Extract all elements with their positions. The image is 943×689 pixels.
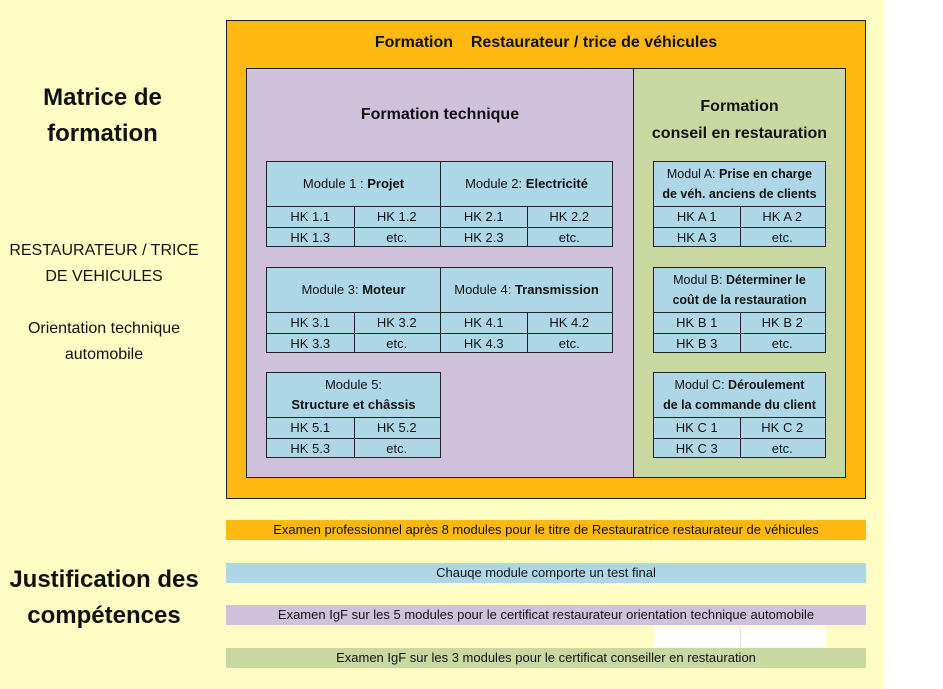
module-heading — [654, 162, 825, 206]
cell-divider — [740, 417, 741, 457]
competence-cell: HK 1.2 — [354, 206, 441, 227]
formation-title: Formation Restaurateur / trice de véhicules — [374, 34, 718, 51]
module-heading — [441, 162, 612, 206]
module-heading — [441, 268, 612, 312]
module-label: Module 4: — [454, 282, 512, 297]
competence-cell: HK A 1 — [654, 206, 740, 227]
profession-label: RESTAURATEUR / TRICE DE VEHICULES — [9, 242, 199, 285]
cell-divider — [740, 206, 741, 246]
competence-cell: etc. — [527, 227, 613, 248]
module-heading-line — [303, 174, 404, 194]
module-label: Module 1 : — [302, 176, 364, 191]
module-box — [653, 161, 826, 247]
module-name: Prise en charge — [719, 167, 813, 181]
module-box — [266, 372, 441, 458]
module-name: Transmission — [514, 282, 599, 297]
competence-cell: HK 3.1 — [267, 312, 354, 333]
competence-cell: HK A 3 — [654, 227, 740, 248]
competence-cell: HK 3.3 — [267, 333, 354, 354]
module-box — [266, 267, 441, 353]
competence-cell: HK A 2 — [740, 206, 826, 227]
module-name: Projet — [367, 176, 405, 191]
module-heading-line — [454, 280, 599, 300]
module-box — [440, 161, 613, 247]
competence-cell: etc. — [527, 333, 613, 354]
competence-cell: HK B 3 — [654, 333, 740, 354]
blank-patch-divider — [740, 627, 741, 647]
module-box — [653, 267, 826, 353]
module-name-continued: coût de la restauration — [672, 293, 807, 307]
competence-cell: HK 2.2 — [527, 206, 613, 227]
exam-bar: Examen IgF sur les 5 modules pour le certificat restaurateur orientation technique automobile — [226, 605, 866, 625]
module-label: Modul C: — [674, 378, 725, 392]
competence-cell: HK C 2 — [740, 417, 826, 438]
competence-cell: HK 4.1 — [441, 312, 527, 333]
competence-cell: HK B 2 — [740, 312, 826, 333]
module-heading — [267, 162, 440, 206]
module-heading-line — [301, 280, 405, 300]
competence-cell: etc. — [354, 438, 441, 459]
module-name-continued: de la commande du client — [663, 398, 816, 412]
module-heading-line — [465, 174, 588, 194]
module-box — [653, 372, 826, 458]
competence-cell: etc. — [740, 333, 826, 354]
advisory-title — [633, 93, 846, 147]
competence-cell: HK 4.3 — [441, 333, 527, 354]
competence-cell: HK B 1 — [654, 312, 740, 333]
advisory-title-line1: Formation — [700, 98, 779, 115]
justification-title: Justification des compétences — [9, 566, 199, 629]
module-name: Déroulement — [728, 378, 805, 392]
cell-divider — [354, 312, 355, 352]
orientation-label: Orientation technique automobile — [27, 320, 181, 363]
exam-bar: Examen IgF sur les 3 modules pour le certificat conseiller en restauration — [226, 648, 866, 668]
exam-bar: Chauqe module comporte un test final — [226, 563, 866, 583]
competence-cell: HK C 1 — [654, 417, 740, 438]
module-label: Module 2: — [465, 176, 523, 191]
module-name: Electricité — [525, 176, 588, 191]
competence-cell: etc. — [740, 227, 826, 248]
module-label: Modul B: — [673, 273, 723, 287]
advisory-title-line2: conseil en restauration — [651, 125, 828, 142]
competence-cell: HK 5.3 — [267, 438, 354, 459]
competence-cell: HK 1.1 — [267, 206, 354, 227]
module-heading — [267, 373, 440, 417]
competence-cell: HK 5.1 — [267, 417, 354, 438]
competence-cell: HK 5.2 — [354, 417, 441, 438]
module-heading — [654, 268, 825, 312]
module-label: Modul A: — [666, 167, 716, 181]
competence-cell: HK 2.3 — [441, 227, 527, 248]
module-name: Moteur — [362, 282, 406, 297]
exam-bar: Examen professionnel après 8 modules pour le titre de Restauratrice restaurateur de véhicules — [226, 520, 866, 540]
module-name-continued: de véh. anciens de clients — [662, 187, 817, 201]
module-label: Module 3: — [301, 282, 359, 297]
competence-cell: HK C 3 — [654, 438, 740, 459]
module-heading — [267, 268, 440, 312]
module-name: Structure et châssis — [291, 397, 416, 412]
matrix-title: Matrice de formation — [43, 84, 162, 147]
competence-cell: HK 2.1 — [441, 206, 527, 227]
module-heading — [654, 373, 825, 417]
cell-divider — [527, 206, 528, 246]
module-name: Déterminer le — [725, 273, 806, 287]
module-box — [440, 267, 613, 353]
competence-cell: etc. — [740, 438, 826, 459]
competence-cell: etc. — [354, 227, 441, 248]
cell-divider — [354, 206, 355, 246]
competence-cell: HK 1.3 — [267, 227, 354, 248]
competence-cell: HK 3.2 — [354, 312, 441, 333]
module-label: Module 5: — [324, 377, 383, 392]
technical-title: Formation technique — [360, 106, 520, 123]
module-heading-line — [667, 164, 812, 184]
cell-divider — [740, 312, 741, 352]
competence-cell: HK 4.2 — [527, 312, 613, 333]
cell-divider — [354, 417, 355, 457]
competence-cell: etc. — [354, 333, 441, 354]
module-heading-line — [675, 375, 805, 395]
cell-divider — [527, 312, 528, 352]
module-box — [266, 161, 441, 247]
module-heading-line — [673, 270, 806, 290]
